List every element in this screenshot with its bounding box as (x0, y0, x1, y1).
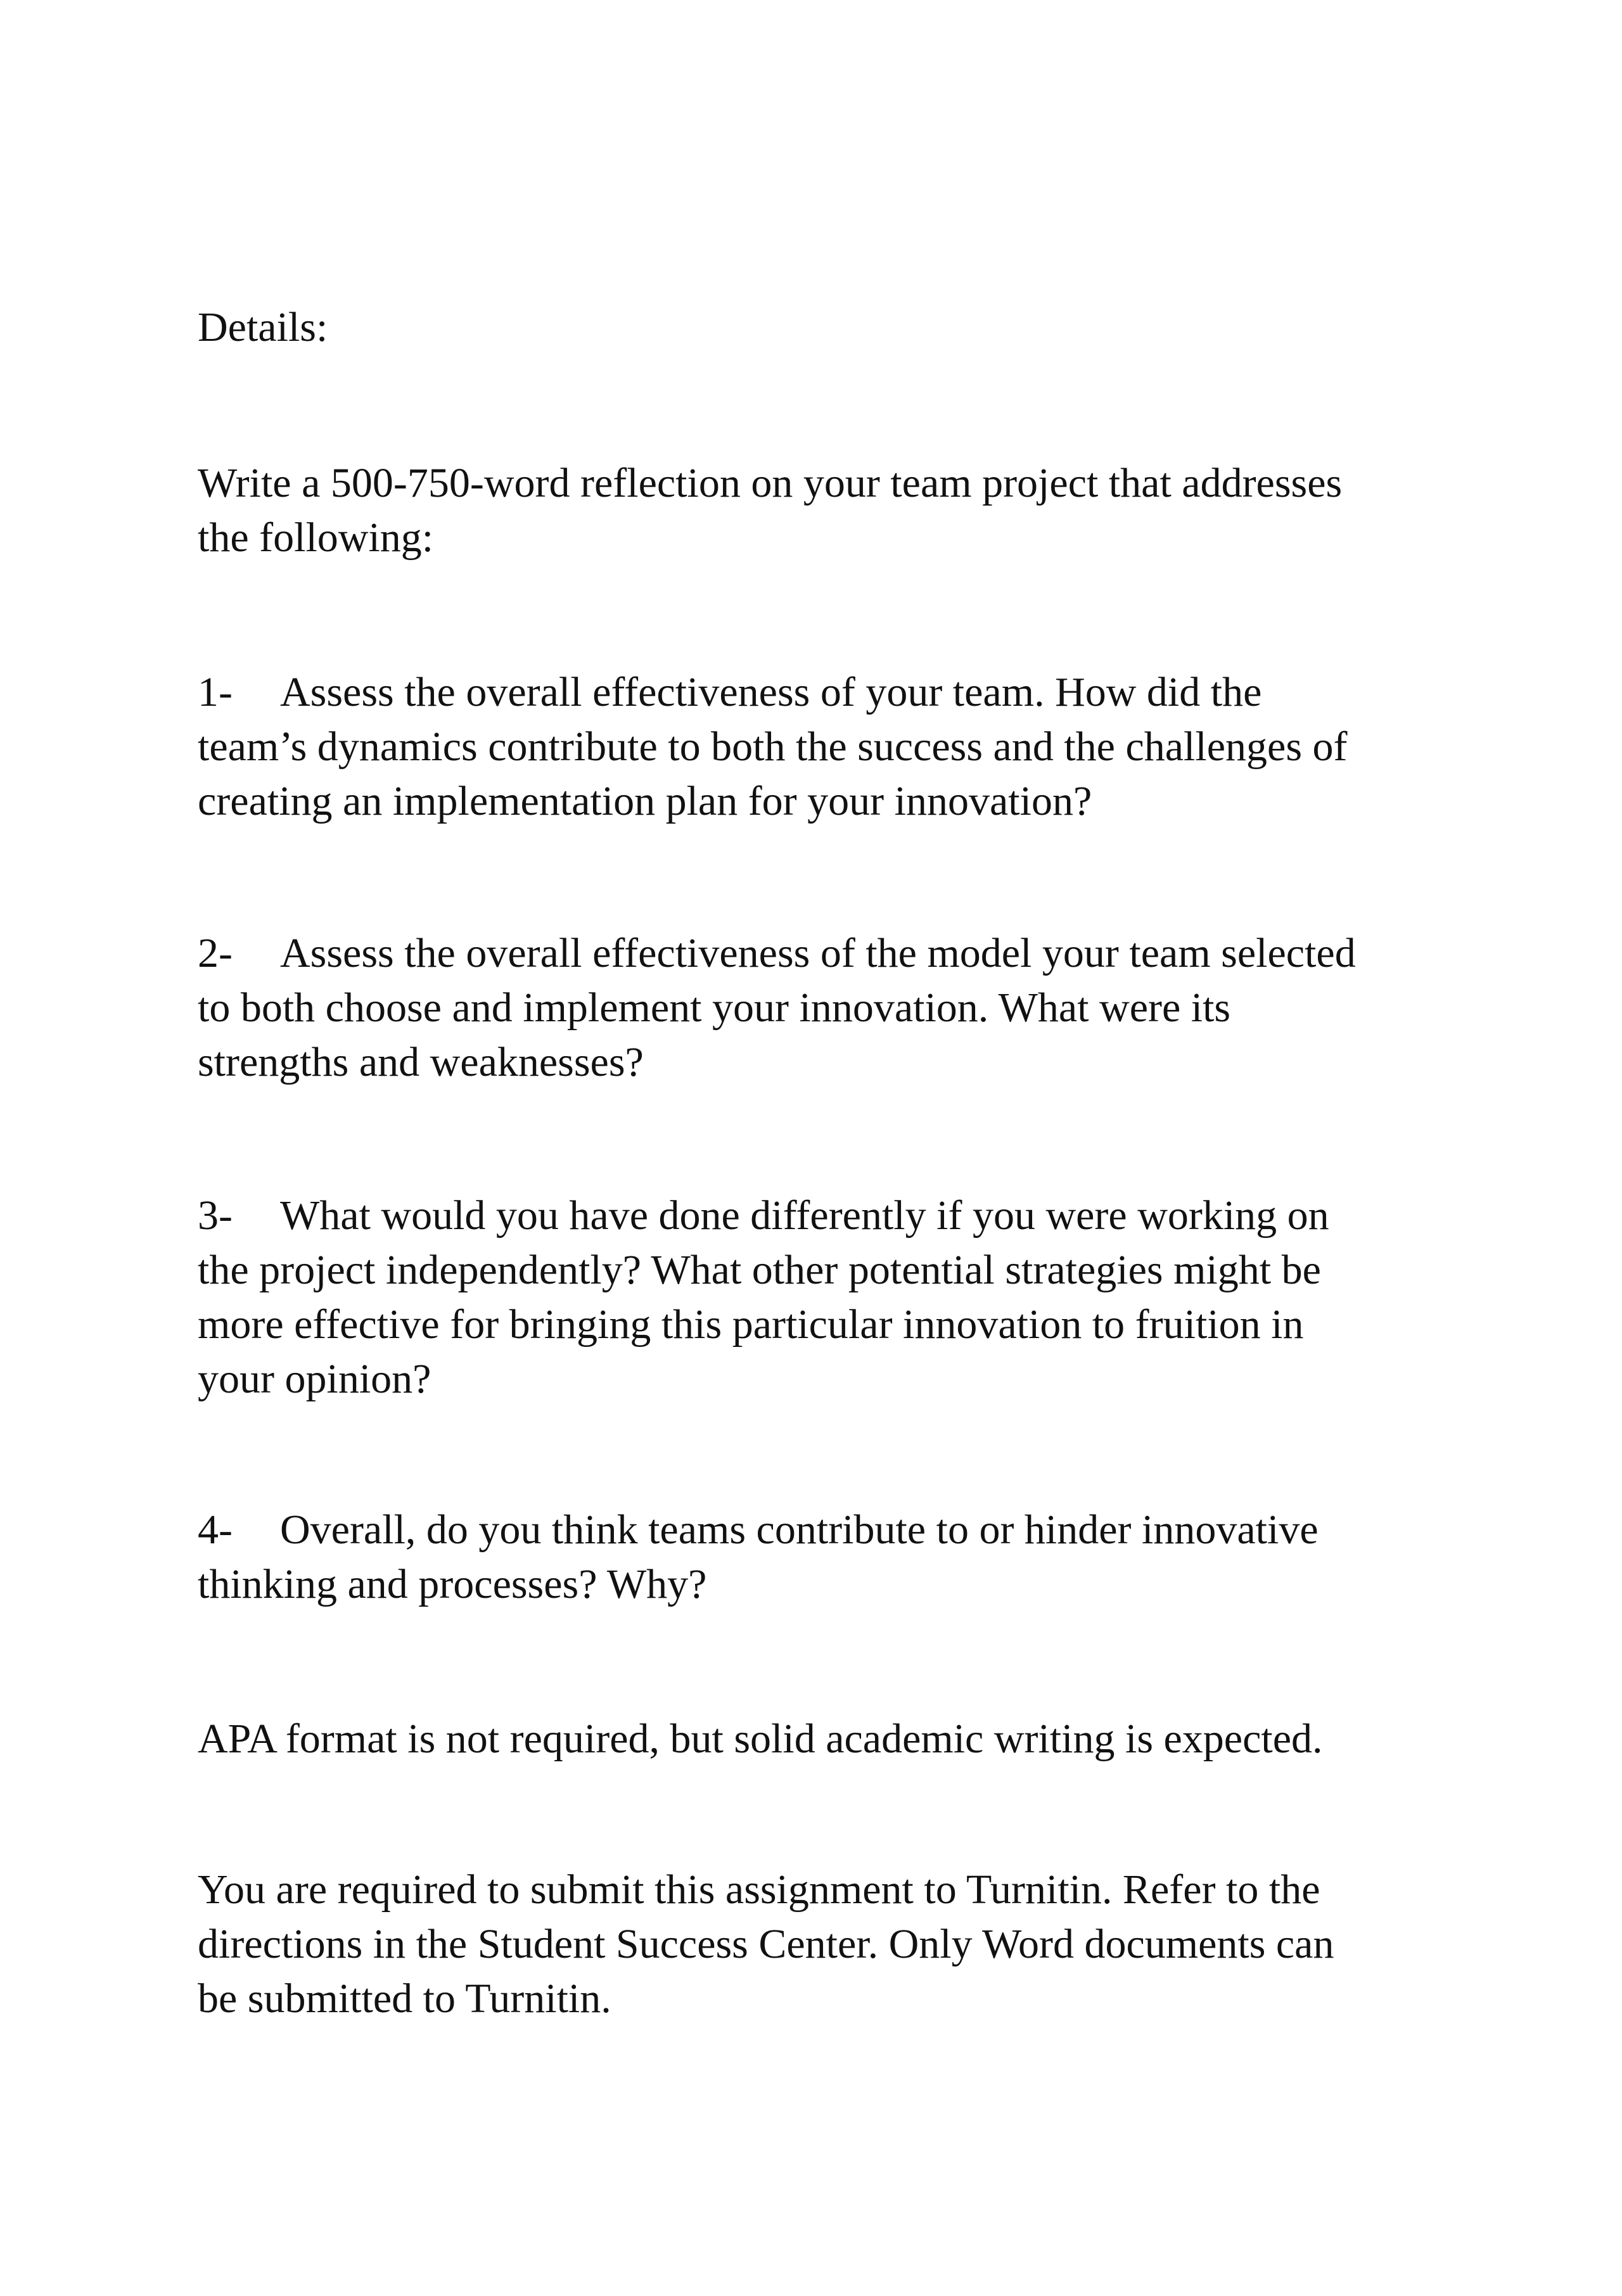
question-number: 1- (198, 669, 233, 715)
question-2 (198, 926, 1356, 1090)
question-line: team’s dynamics contribute to both the success and the challenges of (198, 724, 1348, 770)
intro-paragraph (198, 456, 1342, 565)
question-number: 4- (198, 1507, 233, 1553)
apa-note: APA format is not required, but solid academic writing is expected. (198, 1716, 1323, 1762)
details-heading: Details: (198, 304, 328, 350)
question-1 (198, 665, 1347, 829)
submission-line: directions in the Student Success Center. Only Word documents can (198, 1921, 1334, 1967)
question-line: Overall, do you think teams contribute to or hinder innovative (280, 1507, 1319, 1553)
submission-paragraph (198, 1863, 1334, 2026)
question-4 (198, 1503, 1319, 1612)
question-line: thinking and processes? Why? (198, 1561, 707, 1607)
intro-line: Write a 500-750-word reflection on your team project that addresses (198, 460, 1343, 506)
question-line: What would you have done differently if you were working on (280, 1192, 1329, 1239)
submission-line: You are required to submit this assignment to Turnitin. Refer to the (198, 1866, 1320, 1913)
question-line: Assess the overall effectiveness of the model your team selected (280, 930, 1356, 976)
question-line: more effective for bringing this particular innovation to fruition in (198, 1301, 1304, 1348)
question-line: to both choose and implement your innovation. What were its (198, 985, 1231, 1031)
question-number: 2- (198, 930, 233, 976)
intro-line: the following: (198, 514, 434, 561)
question-line: Assess the overall effectiveness of your team. How did the (280, 669, 1262, 715)
question-number: 3- (198, 1192, 233, 1239)
question-line: the project independently? What other potential strategies might be (198, 1247, 1321, 1293)
question-line: strengths and weaknesses? (198, 1039, 644, 1085)
question-line: creating an implementation plan for your innovation? (198, 778, 1092, 824)
question-line: your opinion? (198, 1356, 431, 1402)
question-3 (198, 1189, 1329, 1406)
submission-line: be submitted to Turnitin. (198, 1975, 611, 2022)
